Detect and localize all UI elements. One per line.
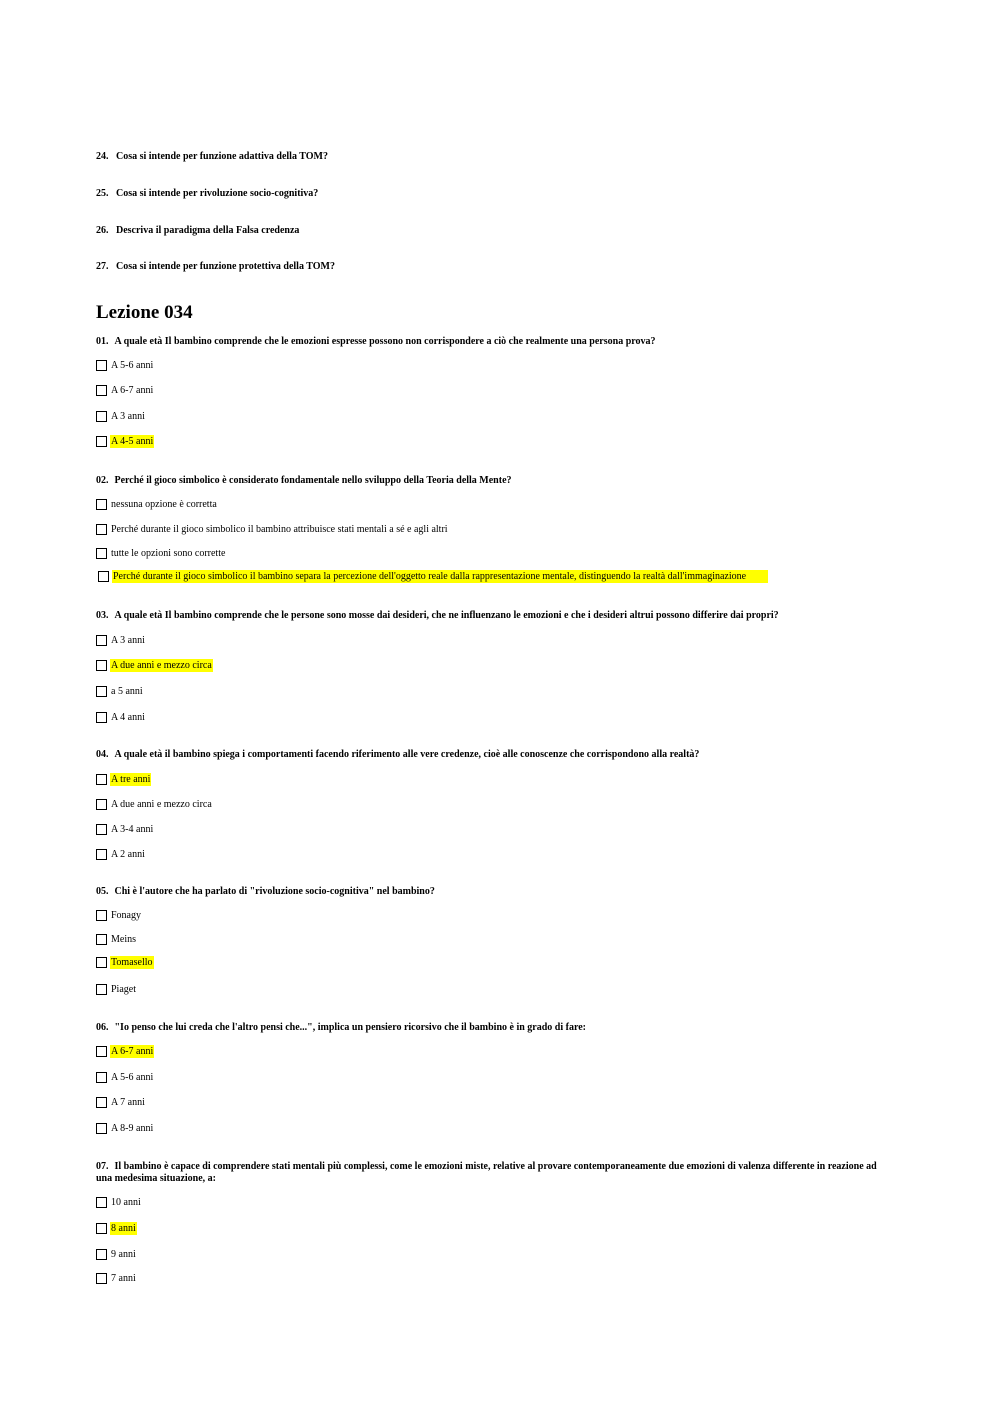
option-text: A 5-6 anni bbox=[111, 359, 154, 371]
answer-option[interactable] bbox=[96, 658, 213, 672]
answer-option[interactable] bbox=[96, 772, 151, 786]
checkbox[interactable] bbox=[96, 635, 107, 646]
question-number: 27. bbox=[96, 261, 109, 272]
checkbox[interactable] bbox=[96, 660, 107, 671]
question-number: 24. bbox=[96, 151, 109, 162]
option-text: A tre anni bbox=[111, 773, 151, 785]
question-number: 02. bbox=[96, 475, 109, 486]
option-text: A 4 anni bbox=[111, 711, 145, 723]
option-text: Tomasello bbox=[111, 956, 153, 968]
checkbox[interactable] bbox=[96, 548, 107, 559]
question-number: 26. bbox=[96, 225, 109, 236]
option-text: A 4-5 anni bbox=[111, 435, 154, 447]
lesson-title: Lezione 034 bbox=[96, 302, 193, 323]
option-text: 9 anni bbox=[111, 1248, 136, 1260]
checkbox[interactable] bbox=[96, 499, 107, 510]
answer-option[interactable] bbox=[96, 822, 154, 836]
question-text: Cosa si intende per funzione protettiva della TOM? bbox=[116, 261, 335, 272]
answer-option[interactable] bbox=[96, 797, 213, 811]
open-question bbox=[96, 225, 299, 236]
option-text: A 7 anni bbox=[111, 1096, 145, 1108]
question bbox=[96, 886, 886, 898]
checkbox[interactable] bbox=[96, 1223, 107, 1234]
option-text: A due anni e mezzo circa bbox=[111, 798, 212, 810]
answer-option[interactable] bbox=[96, 684, 144, 698]
option-text: A 6-7 anni bbox=[111, 1045, 154, 1057]
question-text: Cosa si intende per rivoluzione socio-cognitiva? bbox=[116, 188, 319, 199]
checkbox[interactable] bbox=[98, 571, 109, 582]
option-text: 7 anni bbox=[111, 1272, 136, 1284]
option-text: a 5 anni bbox=[111, 685, 143, 697]
checkbox[interactable] bbox=[96, 1249, 107, 1260]
answer-option[interactable] bbox=[96, 434, 154, 448]
option-text: Perché durante il gioco simbolico il bambino separa la percezione dell'oggetto reale dalla rappresentazione mentale, distinguendo la realtà dall'immaginazione bbox=[112, 570, 768, 583]
answer-option[interactable] bbox=[96, 982, 137, 996]
answer-option[interactable] bbox=[96, 710, 146, 724]
option-text: tutte le opzioni sono corrette bbox=[111, 547, 226, 559]
option-text: Perché durante il gioco simbolico il bambino attribuisce stati mentali a sé e agli altri bbox=[111, 523, 448, 535]
answer-option[interactable] bbox=[96, 1271, 137, 1285]
answer-option[interactable] bbox=[96, 847, 146, 861]
option-text: A 3 anni bbox=[111, 410, 145, 422]
checkbox[interactable] bbox=[96, 957, 107, 968]
question-text: Cosa si intende per funzione adattiva della TOM? bbox=[116, 151, 328, 162]
answer-option[interactable] bbox=[96, 358, 154, 372]
option-text: A 3-4 anni bbox=[111, 823, 154, 835]
answer-option[interactable] bbox=[96, 1044, 154, 1058]
question bbox=[96, 749, 886, 761]
question bbox=[96, 475, 886, 487]
answer-option[interactable] bbox=[96, 1121, 154, 1135]
option-text: Fonagy bbox=[111, 909, 141, 921]
answer-option[interactable] bbox=[96, 932, 137, 946]
answer-option[interactable] bbox=[96, 955, 154, 969]
question-number: 25. bbox=[96, 188, 109, 199]
open-question bbox=[96, 261, 335, 272]
option-text: 8 anni bbox=[111, 1222, 136, 1234]
answer-option[interactable] bbox=[96, 409, 146, 423]
checkbox[interactable] bbox=[96, 910, 107, 921]
question bbox=[96, 336, 886, 348]
question-number: 01. bbox=[96, 336, 109, 347]
question bbox=[96, 610, 886, 622]
option-text: Piaget bbox=[111, 983, 136, 995]
checkbox[interactable] bbox=[96, 360, 107, 371]
answer-option[interactable] bbox=[96, 1095, 146, 1109]
checkbox[interactable] bbox=[96, 385, 107, 396]
checkbox[interactable] bbox=[96, 1046, 107, 1057]
question-text: A quale età il bambino spiega i comportamenti facendo riferimento alle vere credenze, cioè alle conoscenze che corrispondono alla realtà? bbox=[114, 749, 700, 760]
question bbox=[96, 1022, 886, 1034]
question-text: A quale età Il bambino comprende che le emozioni espresse possono non corrispondere a ciò che realmente una persona prova? bbox=[114, 336, 656, 347]
answer-option[interactable] bbox=[96, 1195, 142, 1209]
checkbox[interactable] bbox=[96, 984, 107, 995]
answer-option[interactable] bbox=[96, 908, 142, 922]
option-text: A 8-9 anni bbox=[111, 1122, 154, 1134]
checkbox[interactable] bbox=[96, 411, 107, 422]
question-text: Perché il gioco simbolico è considerato fondamentale nello sviluppo della Teoria della Mente? bbox=[114, 475, 512, 486]
question-text: Chi è l'autore che ha parlato di "rivoluzione socio-cognitiva" nel bambino? bbox=[114, 886, 435, 897]
checkbox[interactable] bbox=[96, 1123, 107, 1134]
answer-option[interactable] bbox=[96, 497, 218, 511]
checkbox[interactable] bbox=[96, 1097, 107, 1108]
checkbox[interactable] bbox=[96, 774, 107, 785]
option-text: nessuna opzione è corretta bbox=[111, 498, 217, 510]
answer-option[interactable] bbox=[96, 522, 449, 536]
option-text: A due anni e mezzo circa bbox=[111, 659, 212, 671]
checkbox[interactable] bbox=[96, 1197, 107, 1208]
answer-option[interactable] bbox=[96, 1221, 137, 1235]
option-text: 10 anni bbox=[111, 1196, 141, 1208]
option-text: A 2 anni bbox=[111, 848, 145, 860]
checkbox[interactable] bbox=[96, 934, 107, 945]
question-text: A quale età Il bambino comprende che le persone sono mosse dai desideri, che ne influenzano le emozioni e che i desideri altrui possono differire dai propri? bbox=[114, 610, 779, 621]
question-text: "Io penso che lui creda che l'altro pensi che...", implica un pensiero ricorsivo che il bambino è in grado di fare: bbox=[114, 1022, 586, 1033]
answer-option[interactable] bbox=[96, 1247, 137, 1261]
option-text: Meins bbox=[111, 933, 136, 945]
question-number: 07. bbox=[96, 1161, 109, 1172]
question bbox=[96, 1161, 886, 1185]
answer-option[interactable] bbox=[96, 383, 154, 397]
checkbox[interactable] bbox=[96, 712, 107, 723]
checkbox[interactable] bbox=[96, 799, 107, 810]
option-text: A 6-7 anni bbox=[111, 384, 154, 396]
option-text: A 5-6 anni bbox=[111, 1071, 154, 1083]
question-number: 05. bbox=[96, 886, 109, 897]
checkbox[interactable] bbox=[96, 524, 107, 535]
answer-option[interactable] bbox=[96, 1070, 154, 1084]
open-question bbox=[96, 151, 328, 162]
checkbox[interactable] bbox=[96, 686, 107, 697]
checkbox[interactable] bbox=[96, 436, 107, 447]
question-number: 04. bbox=[96, 749, 109, 760]
answer-option[interactable] bbox=[98, 569, 768, 583]
option-text: A 3 anni bbox=[111, 634, 145, 646]
question-text: Il bambino è capace di comprendere stati mentali più complessi, come le emozioni miste, relative al provare contemporaneamente due emozioni di valenza differente in reazione ad una medesima situazione, a: bbox=[96, 1161, 877, 1184]
question-text: Descriva il paradigma della Falsa credenza bbox=[116, 225, 300, 236]
answer-option[interactable] bbox=[96, 546, 226, 560]
checkbox[interactable] bbox=[96, 824, 107, 835]
question-number: 06. bbox=[96, 1022, 109, 1033]
answer-option[interactable] bbox=[96, 633, 146, 647]
open-question bbox=[96, 188, 318, 199]
checkbox[interactable] bbox=[96, 1072, 107, 1083]
checkbox[interactable] bbox=[96, 849, 107, 860]
question-number: 03. bbox=[96, 610, 109, 621]
checkbox[interactable] bbox=[96, 1273, 107, 1284]
